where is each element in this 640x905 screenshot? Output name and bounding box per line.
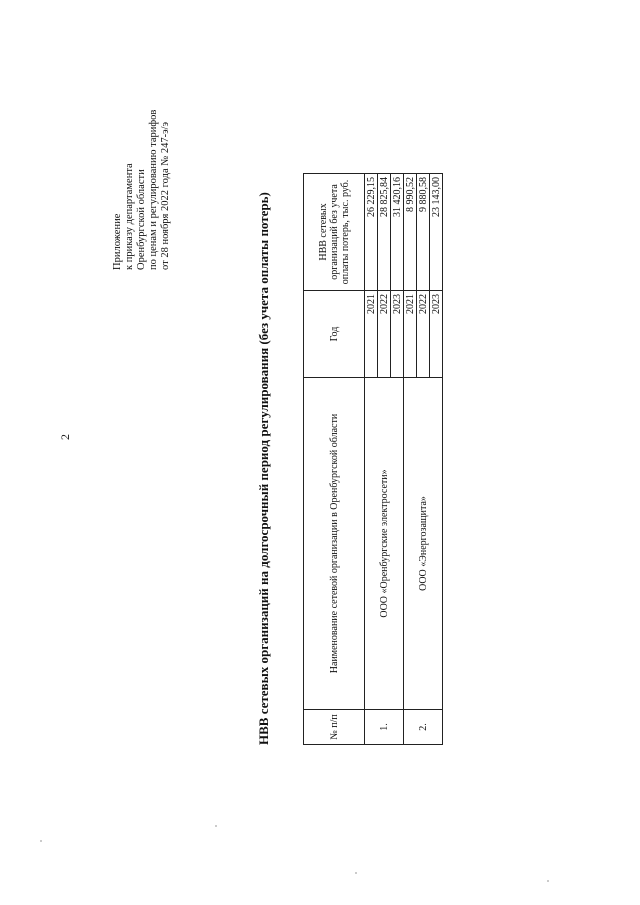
row-value: 23 143,00 — [430, 174, 443, 291]
appendix-line: к приказу департамента — [124, 163, 135, 270]
row-value: 26 229,15 — [365, 174, 378, 291]
page-number: 2 — [58, 434, 72, 440]
row-year: 2022 — [417, 291, 430, 378]
scan-speck — [547, 880, 549, 882]
scan-speck — [215, 825, 217, 827]
header-year: Год — [304, 291, 365, 378]
row-year: 2021 — [365, 291, 378, 378]
nvv-table — [303, 173, 443, 745]
row-year: 2022 — [378, 291, 391, 378]
row-value: 9 880,58 — [417, 174, 430, 291]
table-row — [404, 174, 417, 745]
document-title: НВВ сетевых организаций на долгосрочный период регулирования (без учета оплаты потерь) — [256, 192, 271, 745]
row-num: 1. — [365, 710, 404, 745]
table-header-row — [304, 174, 365, 745]
scan-speck — [40, 840, 42, 842]
header-value: НВВ сетевых организаций без учета оплаты потерь, тыс. руб. — [304, 174, 365, 291]
scan-speck — [355, 872, 357, 874]
appendix-block — [112, 110, 172, 270]
header-num: № п/п — [304, 710, 365, 745]
header-name: Наименование сетевой организации в Оренбургской области — [304, 378, 365, 710]
appendix-line: по ценам и регулированию тарифов — [148, 109, 159, 270]
appendix-line: Приложение — [112, 213, 123, 270]
row-year: 2023 — [391, 291, 404, 378]
row-num: 2. — [404, 710, 443, 745]
row-org-name: ООО «Энергозащита» — [404, 378, 443, 710]
appendix-line: Оренбургской области — [136, 169, 147, 270]
row-value: 31 420,16 — [391, 174, 404, 291]
appendix-line: от 28 ноября 2022 года № 247-э/э — [160, 121, 171, 270]
row-value: 28 825,84 — [378, 174, 391, 291]
table-row — [365, 174, 378, 745]
row-year: 2021 — [404, 291, 417, 378]
row-year: 2023 — [430, 291, 443, 378]
row-org-name: ООО «Оренбургские электросети» — [365, 378, 404, 710]
row-value: 8 990,52 — [404, 174, 417, 291]
